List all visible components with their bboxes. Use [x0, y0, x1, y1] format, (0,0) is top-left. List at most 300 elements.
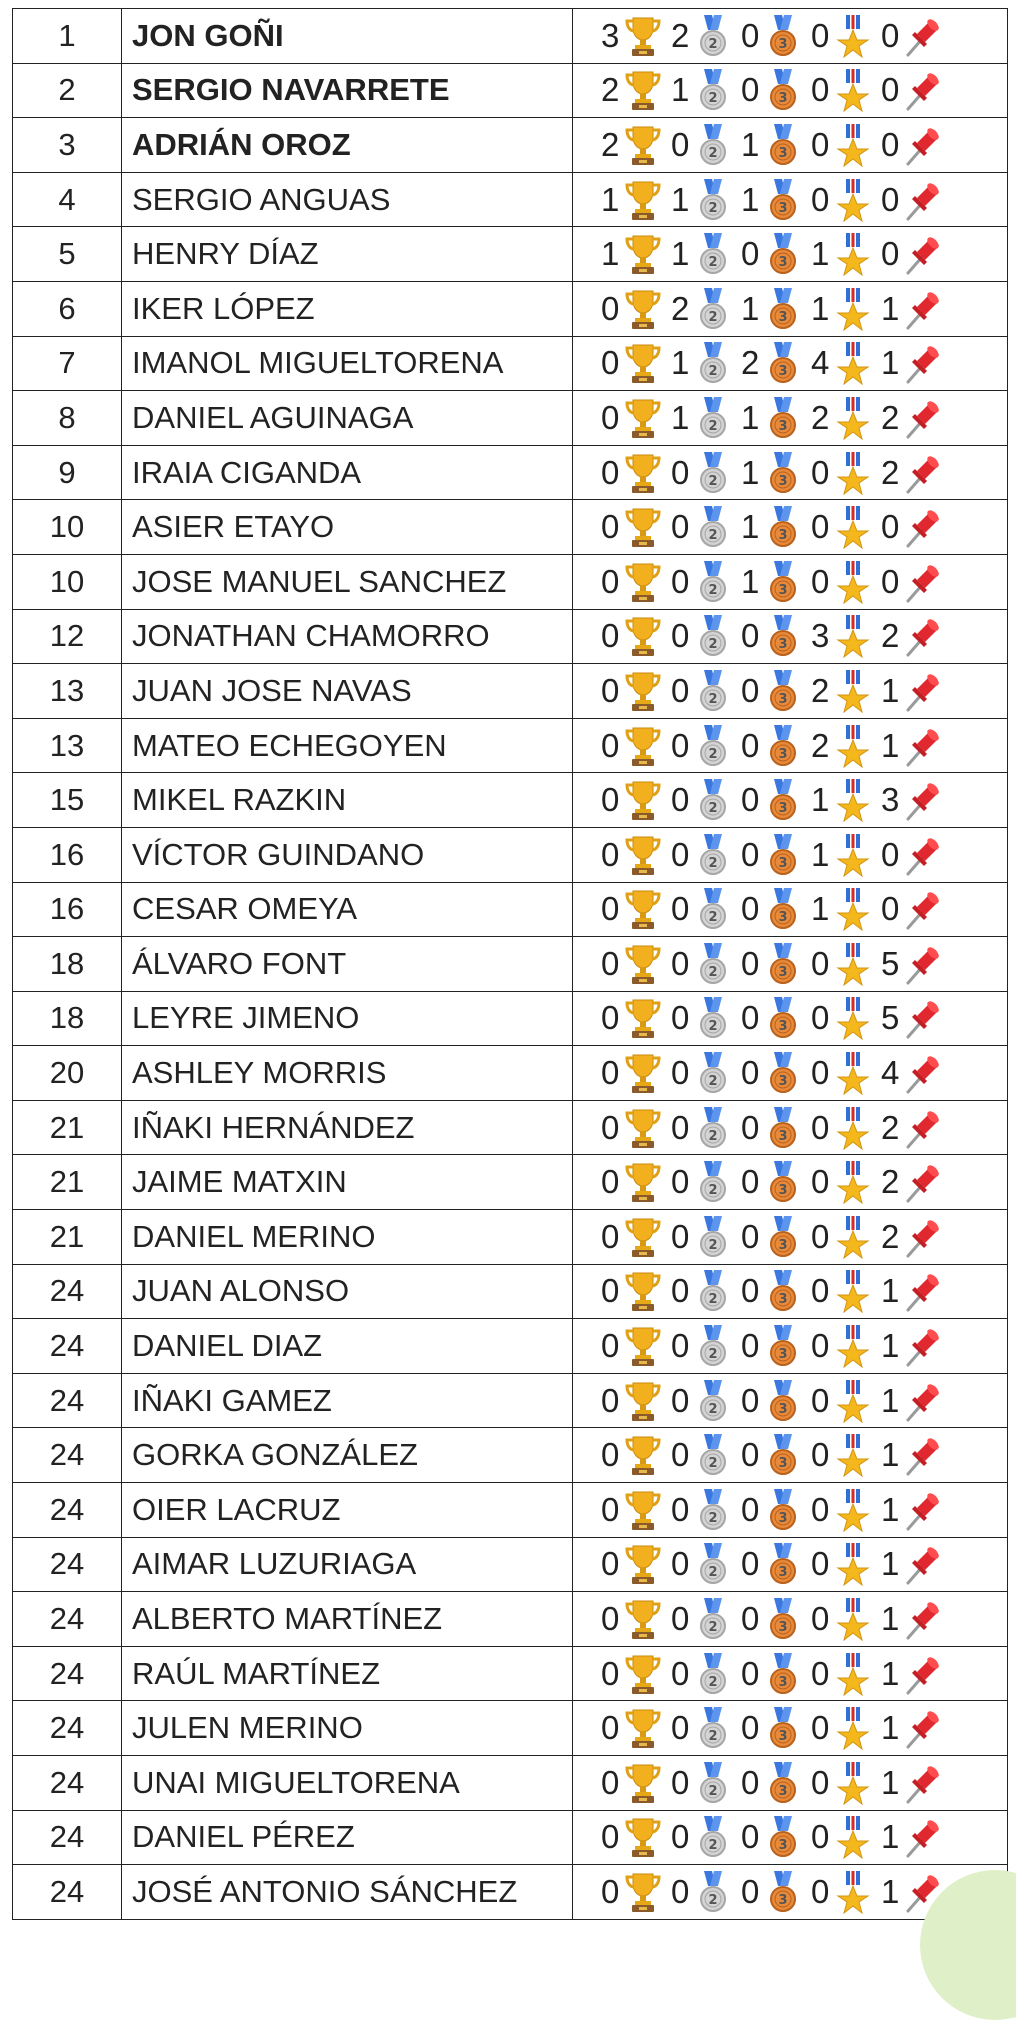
table-row	[13, 1701, 1008, 1756]
player-name[interactable]: AIMAR LUZURIAGA	[122, 1537, 573, 1592]
pushpin-icon	[903, 1160, 943, 1204]
svg-text:2: 2	[708, 528, 718, 544]
trophy-count: 0	[601, 1217, 620, 1255]
medal-count: 0	[811, 1600, 830, 1638]
player-name[interactable]: SERGIO ANGUAS	[122, 172, 573, 227]
player-name[interactable]: JON GOÑI	[122, 9, 573, 64]
awards-cell[interactable]	[573, 9, 1008, 64]
bronze-count-group	[741, 1597, 803, 1641]
rank-position[interactable]: 24	[13, 1428, 122, 1483]
rank-position[interactable]: 24	[13, 1373, 122, 1428]
bronze-count: 0	[741, 835, 760, 873]
trophy-count: 0	[601, 289, 620, 327]
rank-position[interactable]: 24	[13, 1756, 122, 1811]
player-name[interactable]: IRAIA CIGANDA	[122, 445, 573, 500]
player-name[interactable]: SERGIO NAVARRETE	[122, 63, 573, 118]
awards-cell[interactable]	[573, 1319, 1008, 1374]
trophy-icon	[623, 887, 663, 931]
second-place-medal-icon	[693, 1597, 733, 1641]
rank-position[interactable]: 12	[13, 609, 122, 664]
third-place-medal-icon	[763, 1215, 803, 1259]
player-name[interactable]: LEYRE JIMENO	[122, 991, 573, 1046]
trophy-count: 0	[601, 1654, 620, 1692]
third-place-medal-icon	[763, 341, 803, 385]
trophy-count: 0	[601, 671, 620, 709]
table-row	[13, 336, 1008, 391]
svg-text:2: 2	[708, 1183, 718, 1199]
pin-count: 0	[881, 508, 900, 546]
trophy-count: 2	[601, 71, 620, 109]
second-place-medal-icon	[693, 669, 733, 713]
trophy-count: 0	[601, 1327, 620, 1365]
rank-position[interactable]: 21	[13, 1100, 122, 1155]
pin-count: 1	[881, 1490, 900, 1528]
awards-cell[interactable]	[573, 1100, 1008, 1155]
awards-cell[interactable]	[573, 773, 1008, 828]
pin-count-group	[881, 887, 943, 931]
rank-position[interactable]: 6	[13, 281, 122, 336]
trophy-icon	[623, 451, 663, 495]
player-name[interactable]: DANIEL MERINO	[122, 1210, 573, 1265]
player-name[interactable]: IKER LÓPEZ	[122, 281, 573, 336]
player-name[interactable]: MIKEL RAZKIN	[122, 773, 573, 828]
silver-count: 0	[671, 617, 690, 655]
medal-count-group	[811, 1652, 873, 1696]
table-row	[13, 1319, 1008, 1374]
rank-position[interactable]: 8	[13, 391, 122, 446]
silver-count-group	[671, 178, 733, 222]
pin-count: 0	[881, 890, 900, 928]
bronze-count: 0	[741, 16, 760, 54]
pin-count-group	[881, 1542, 943, 1586]
trophy-count-group	[601, 396, 663, 440]
player-name[interactable]: ALBERTO MARTÍNEZ	[122, 1592, 573, 1647]
second-place-medal-icon	[693, 887, 733, 931]
pin-count: 1	[881, 1272, 900, 1310]
third-place-medal-icon	[763, 178, 803, 222]
bronze-count-group	[741, 614, 803, 658]
awards-cell[interactable]	[573, 1810, 1008, 1865]
third-place-medal-icon	[763, 1870, 803, 1914]
player-name[interactable]: JAIME MATXIN	[122, 1155, 573, 1210]
svg-text:2: 2	[708, 1019, 718, 1035]
bronze-count: 0	[741, 1818, 760, 1856]
bronze-count-group	[741, 833, 803, 877]
trophy-count: 0	[601, 835, 620, 873]
medal-count-group	[811, 996, 873, 1040]
trophy-count-group	[601, 887, 663, 931]
third-place-medal-icon	[763, 1160, 803, 1204]
second-place-medal-icon	[693, 1269, 733, 1313]
rank-position[interactable]: 13	[13, 718, 122, 773]
svg-text:3: 3	[778, 1347, 788, 1363]
awards-cell[interactable]	[573, 1592, 1008, 1647]
bronze-count: 0	[741, 617, 760, 655]
rank-position[interactable]: 21	[13, 1210, 122, 1265]
awards-cell[interactable]	[573, 664, 1008, 719]
pin-count: 1	[881, 1381, 900, 1419]
player-name[interactable]: HENRY DÍAZ	[122, 227, 573, 282]
rank-position[interactable]: 2	[13, 63, 122, 118]
silver-count-group	[671, 1379, 733, 1423]
rank-position[interactable]: 9	[13, 445, 122, 500]
military-medal-icon	[833, 505, 873, 549]
military-medal-icon	[833, 14, 873, 58]
trophy-icon	[623, 1160, 663, 1204]
awards-cell[interactable]	[573, 281, 1008, 336]
table-row	[13, 827, 1008, 882]
trophy-icon	[623, 1269, 663, 1313]
medal-count: 0	[811, 1217, 830, 1255]
medal-count-group	[811, 287, 873, 331]
medal-count-group	[811, 1324, 873, 1368]
silver-count: 0	[671, 1217, 690, 1255]
awards-cell[interactable]	[573, 1646, 1008, 1701]
silver-count: 0	[671, 1163, 690, 1201]
player-name[interactable]: GORKA GONZÁLEZ	[122, 1428, 573, 1483]
military-medal-icon	[833, 1815, 873, 1859]
awards-cell[interactable]	[573, 1428, 1008, 1483]
second-place-medal-icon	[693, 778, 733, 822]
pushpin-icon	[903, 123, 943, 167]
third-place-medal-icon	[763, 669, 803, 713]
rank-position[interactable]: 7	[13, 336, 122, 391]
rank-position[interactable]: 5	[13, 227, 122, 282]
player-name[interactable]: DANIEL AGUINAGA	[122, 391, 573, 446]
pin-count-group	[881, 669, 943, 713]
player-name[interactable]: IMANOL MIGUELTORENA	[122, 336, 573, 391]
second-place-medal-icon	[693, 123, 733, 167]
rank-position[interactable]: 3	[13, 118, 122, 173]
table-row	[13, 554, 1008, 609]
rank-position[interactable]: 16	[13, 827, 122, 882]
rank-position[interactable]: 10	[13, 554, 122, 609]
medal-count-group	[811, 14, 873, 58]
pushpin-icon	[903, 287, 943, 331]
pushpin-icon	[903, 1542, 943, 1586]
rank-position[interactable]: 24	[13, 1592, 122, 1647]
rank-position[interactable]: 13	[13, 664, 122, 719]
pushpin-icon	[903, 14, 943, 58]
awards-cell[interactable]	[573, 500, 1008, 555]
player-name[interactable]: OIER LACRUZ	[122, 1483, 573, 1538]
svg-text:3: 3	[778, 364, 788, 380]
awards-cell[interactable]	[573, 63, 1008, 118]
pin-count: 0	[881, 180, 900, 218]
pin-count: 1	[881, 1818, 900, 1856]
pin-count: 5	[881, 999, 900, 1037]
trophy-count: 0	[601, 944, 620, 982]
player-name[interactable]: JONATHAN CHAMORRO	[122, 609, 573, 664]
trophy-icon	[623, 833, 663, 877]
rank-position[interactable]: 24	[13, 1810, 122, 1865]
table-row	[13, 445, 1008, 500]
player-name[interactable]: RAÚL MARTÍNEZ	[122, 1646, 573, 1701]
awards-cell[interactable]	[573, 172, 1008, 227]
svg-text:2: 2	[708, 1674, 718, 1690]
awards-cell[interactable]	[573, 1373, 1008, 1428]
awards-cell[interactable]	[573, 1537, 1008, 1592]
military-medal-icon	[833, 1324, 873, 1368]
rank-position[interactable]: 24	[13, 1483, 122, 1538]
medal-count: 1	[811, 235, 830, 273]
rank-position[interactable]: 15	[13, 773, 122, 828]
trophy-count: 0	[601, 999, 620, 1037]
pin-count-group	[881, 14, 943, 58]
awards-cell[interactable]	[573, 718, 1008, 773]
rank-position[interactable]: 18	[13, 991, 122, 1046]
third-place-medal-icon	[763, 996, 803, 1040]
military-medal-icon	[833, 1379, 873, 1423]
medal-count: 2	[811, 671, 830, 709]
awards-cell[interactable]	[573, 609, 1008, 664]
table-row	[13, 991, 1008, 1046]
trophy-count: 0	[601, 1872, 620, 1910]
bronze-count-group	[741, 287, 803, 331]
player-name[interactable]: IÑAKI HERNÁNDEZ	[122, 1100, 573, 1155]
awards-cell[interactable]	[573, 1756, 1008, 1811]
player-name[interactable]: DANIEL DIAZ	[122, 1319, 573, 1374]
player-name[interactable]: IÑAKI GAMEZ	[122, 1373, 573, 1428]
table-row	[13, 1592, 1008, 1647]
rank-position[interactable]: 21	[13, 1155, 122, 1210]
player-name[interactable]: JOSE MANUEL SANCHEZ	[122, 554, 573, 609]
third-place-medal-icon	[763, 1379, 803, 1423]
rank-position[interactable]: 24	[13, 1865, 122, 1920]
svg-text:2: 2	[708, 1401, 718, 1417]
second-place-medal-icon	[693, 1652, 733, 1696]
medal-count: 0	[811, 71, 830, 109]
awards-cell[interactable]	[573, 336, 1008, 391]
svg-text:3: 3	[778, 691, 788, 707]
player-name[interactable]: JUAN ALONSO	[122, 1264, 573, 1319]
rank-position[interactable]: 24	[13, 1537, 122, 1592]
pin-count-group	[881, 1597, 943, 1641]
medal-count: 0	[811, 508, 830, 546]
medal-count: 0	[811, 562, 830, 600]
table-row	[13, 664, 1008, 719]
player-name[interactable]: DANIEL PÉREZ	[122, 1810, 573, 1865]
rank-position[interactable]: 24	[13, 1319, 122, 1374]
player-name[interactable]: ADRIÁN OROZ	[122, 118, 573, 173]
table-row	[13, 63, 1008, 118]
silver-count: 0	[671, 944, 690, 982]
awards-cell[interactable]	[573, 118, 1008, 173]
pin-count: 2	[881, 617, 900, 655]
pin-count: 2	[881, 453, 900, 491]
svg-text:2: 2	[708, 582, 718, 598]
rank-position[interactable]: 4	[13, 172, 122, 227]
pin-count: 0	[881, 235, 900, 273]
pushpin-icon	[903, 1433, 943, 1477]
rank-position[interactable]: 16	[13, 882, 122, 937]
player-name[interactable]: CESAR OMEYA	[122, 882, 573, 937]
medal-count: 0	[811, 1108, 830, 1146]
silver-count-group	[671, 123, 733, 167]
player-name[interactable]: MATEO ECHEGOYEN	[122, 718, 573, 773]
medal-count: 0	[811, 944, 830, 982]
second-place-medal-icon	[693, 1379, 733, 1423]
second-place-medal-icon	[693, 287, 733, 331]
military-medal-icon	[833, 1269, 873, 1313]
bronze-count-group	[741, 560, 803, 604]
bronze-count-group	[741, 1324, 803, 1368]
table-row	[13, 937, 1008, 992]
trophy-count-group	[601, 232, 663, 276]
awards-cell[interactable]	[573, 1210, 1008, 1265]
military-medal-icon	[833, 68, 873, 112]
player-name[interactable]: ÁLVARO FONT	[122, 937, 573, 992]
silver-count-group	[671, 396, 733, 440]
pushpin-icon	[903, 178, 943, 222]
awards-cell[interactable]	[573, 882, 1008, 937]
military-medal-icon	[833, 778, 873, 822]
trophy-count: 0	[601, 1272, 620, 1310]
medal-count: 0	[811, 1490, 830, 1528]
svg-text:3: 3	[778, 1783, 788, 1799]
svg-text:3: 3	[778, 91, 788, 107]
second-place-medal-icon	[693, 1433, 733, 1477]
second-place-medal-icon	[693, 396, 733, 440]
awards-cell[interactable]	[573, 1264, 1008, 1319]
silver-count-group	[671, 68, 733, 112]
silver-count-group	[671, 1870, 733, 1914]
player-name[interactable]: JULEN MERINO	[122, 1701, 573, 1756]
rank-position[interactable]: 24	[13, 1701, 122, 1756]
rank-position[interactable]: 10	[13, 500, 122, 555]
awards-cell[interactable]	[573, 827, 1008, 882]
trophy-icon	[623, 724, 663, 768]
rank-position[interactable]: 24	[13, 1646, 122, 1701]
second-place-medal-icon	[693, 451, 733, 495]
trophy-icon	[623, 1051, 663, 1095]
svg-text:2: 2	[708, 1128, 718, 1144]
medal-count-group	[811, 1815, 873, 1859]
svg-text:2: 2	[708, 200, 718, 216]
pushpin-icon	[903, 560, 943, 604]
table-row	[13, 9, 1008, 64]
bronze-count-group	[741, 341, 803, 385]
awards-cell[interactable]	[573, 937, 1008, 992]
bronze-count-group	[741, 505, 803, 549]
bronze-count-group	[741, 669, 803, 713]
trophy-count-group	[601, 451, 663, 495]
medal-count: 1	[811, 890, 830, 928]
pin-count: 4	[881, 1054, 900, 1092]
third-place-medal-icon	[763, 778, 803, 822]
svg-text:3: 3	[778, 964, 788, 980]
pushpin-icon	[903, 724, 943, 768]
pin-count-group	[881, 1324, 943, 1368]
svg-text:2: 2	[708, 1565, 718, 1581]
svg-text:2: 2	[708, 855, 718, 871]
medal-count: 2	[811, 398, 830, 436]
silver-count-group	[671, 669, 733, 713]
awards-cell[interactable]	[573, 1046, 1008, 1101]
third-place-medal-icon	[763, 942, 803, 986]
pin-count: 5	[881, 944, 900, 982]
awards-cell[interactable]	[573, 1483, 1008, 1538]
svg-text:2: 2	[708, 1729, 718, 1745]
silver-count-group	[671, 887, 733, 931]
bronze-count: 1	[741, 289, 760, 327]
rank-position[interactable]: 1	[13, 9, 122, 64]
silver-count: 0	[671, 835, 690, 873]
medal-count: 0	[811, 125, 830, 163]
trophy-count-group	[601, 1488, 663, 1532]
medal-count-group	[811, 724, 873, 768]
second-place-medal-icon	[693, 505, 733, 549]
player-name[interactable]: JUAN JOSE NAVAS	[122, 664, 573, 719]
svg-text:3: 3	[778, 1620, 788, 1636]
svg-text:3: 3	[778, 473, 788, 489]
bronze-count: 0	[741, 1272, 760, 1310]
silver-count: 1	[671, 235, 690, 273]
third-place-medal-icon	[763, 287, 803, 331]
awards-cell[interactable]	[573, 991, 1008, 1046]
medal-count: 0	[811, 1272, 830, 1310]
trophy-icon	[623, 778, 663, 822]
player-name[interactable]: JOSÉ ANTONIO SÁNCHEZ	[122, 1865, 573, 1920]
awards-cell[interactable]	[573, 227, 1008, 282]
svg-text:3: 3	[778, 637, 788, 653]
awards-cell[interactable]	[573, 391, 1008, 446]
rank-position[interactable]: 24	[13, 1264, 122, 1319]
medal-count: 1	[811, 835, 830, 873]
trophy-count: 0	[601, 1381, 620, 1419]
pin-count-group	[881, 1433, 943, 1477]
svg-text:3: 3	[778, 746, 788, 762]
rank-position[interactable]: 18	[13, 937, 122, 992]
pushpin-icon	[903, 614, 943, 658]
trophy-count-group	[601, 833, 663, 877]
player-name[interactable]: ASHLEY MORRIS	[122, 1046, 573, 1101]
pin-count: 1	[881, 1709, 900, 1747]
awards-cell[interactable]	[573, 1155, 1008, 1210]
ranking-table	[12, 8, 1008, 1920]
awards-cell[interactable]	[573, 1701, 1008, 1756]
silver-count-group	[671, 833, 733, 877]
bronze-count-group	[741, 1761, 803, 1805]
trophy-count-group	[601, 1597, 663, 1641]
military-medal-icon	[833, 1870, 873, 1914]
silver-count-group	[671, 287, 733, 331]
awards-cell[interactable]	[573, 554, 1008, 609]
trophy-icon	[623, 232, 663, 276]
pin-count: 0	[881, 835, 900, 873]
military-medal-icon	[833, 1160, 873, 1204]
table-row	[13, 1210, 1008, 1265]
second-place-medal-icon	[693, 1106, 733, 1150]
third-place-medal-icon	[763, 505, 803, 549]
pushpin-icon	[903, 396, 943, 440]
rank-position[interactable]: 20	[13, 1046, 122, 1101]
trophy-count-group	[601, 1542, 663, 1586]
player-name[interactable]: VÍCTOR GUINDANO	[122, 827, 573, 882]
pin-count-group	[881, 1761, 943, 1805]
medal-count: 0	[811, 1545, 830, 1583]
awards-cell[interactable]	[573, 445, 1008, 500]
bronze-count-group	[741, 1160, 803, 1204]
bronze-count: 0	[741, 944, 760, 982]
player-name[interactable]: UNAI MIGUELTORENA	[122, 1756, 573, 1811]
player-name[interactable]: ASIER ETAYO	[122, 500, 573, 555]
bronze-count: 1	[741, 180, 760, 218]
table-row	[13, 1483, 1008, 1538]
trophy-count: 0	[601, 1600, 620, 1638]
third-place-medal-icon	[763, 396, 803, 440]
pin-count: 1	[881, 1872, 900, 1910]
